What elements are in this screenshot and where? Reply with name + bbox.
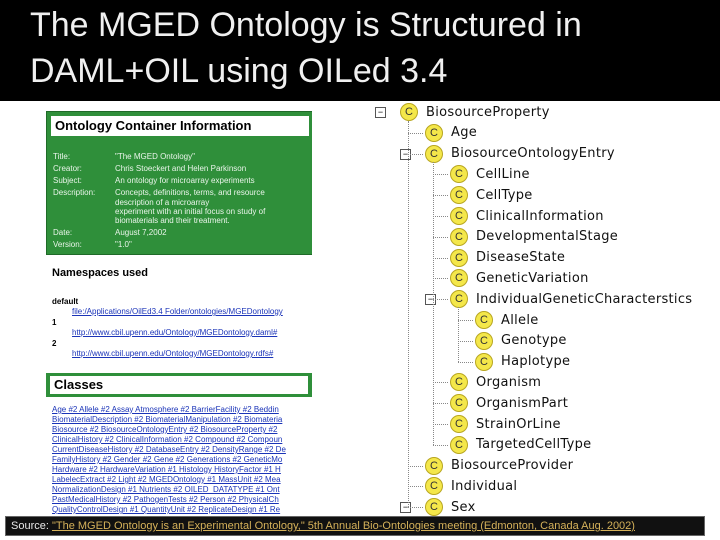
tree-node[interactable] <box>450 372 541 392</box>
class-link-line[interactable]: BiomaterialDescription #2 BiomaterialManipulation #2 Biomateria <box>52 415 283 424</box>
source-link[interactable]: "The MGED Ontology is an Experimental Ontology," 5th Annual Bio-Ontologies meeting (Edmonton, Canada Aug. 2002) <box>51 520 635 532</box>
screenshot-panel <box>0 101 720 540</box>
tree-guide-line <box>408 121 409 507</box>
tree-node[interactable] <box>425 123 477 143</box>
class-icon: C <box>400 103 418 121</box>
tree-node-label: ClinicalInformation <box>476 208 604 224</box>
tree-node-label: Age <box>451 125 478 141</box>
tree-node-label: CellType <box>476 187 533 203</box>
class-icon: C <box>450 290 468 308</box>
tree-node-label: CellLine <box>476 166 530 182</box>
tree-node-label: GeneticVariation <box>476 270 589 286</box>
classes-header: Classes <box>50 376 308 394</box>
tree-connector <box>433 216 448 217</box>
class-link-line[interactable]: LabelecExtract #2 Light #2 MGEDOntology #1 MassUnit #2 Mea <box>52 475 281 484</box>
ontology-container-box <box>46 111 312 255</box>
collapse-toggle-icon[interactable]: − <box>425 294 436 305</box>
tree-connector <box>433 278 448 279</box>
container-row-value: "1.0" <box>115 240 132 249</box>
container-row-key: Date: <box>53 228 73 237</box>
class-icon: C <box>475 353 493 371</box>
tree-node[interactable] <box>425 456 573 476</box>
slide-title <box>30 2 710 94</box>
tree-node[interactable] <box>450 414 561 434</box>
class-icon: C <box>450 165 468 183</box>
tree-connector <box>433 403 448 404</box>
container-row-key: Creator: <box>53 164 82 173</box>
tree-connector <box>408 466 423 467</box>
container-row-value: experiment with an initial focus on study of <box>115 207 266 216</box>
namespace-url-link[interactable]: file:/Applications/OilEd3.4 Folder/ontologies/MGEDontology <box>72 307 283 316</box>
tree-node[interactable] <box>450 227 618 247</box>
tree-node[interactable] <box>425 144 615 164</box>
tree-node[interactable] <box>450 206 604 226</box>
tree-connector <box>458 320 473 321</box>
namespace-url-link[interactable]: http://www.cbil.upenn.edu/Ontology/MGEDontology.daml# <box>72 328 278 337</box>
tree-connector <box>458 341 473 342</box>
tree-connector <box>408 507 423 508</box>
tree-node-label: StrainOrLine <box>476 416 561 432</box>
class-icon: C <box>450 228 468 246</box>
container-row-value: Chris Stoeckert and Helen Parkinson <box>115 164 247 173</box>
class-icon: C <box>425 145 443 163</box>
container-row-key: Subject: <box>53 176 82 185</box>
tree-node-label: DiseaseState <box>476 250 566 266</box>
tree-node-label: OrganismPart <box>476 395 569 411</box>
class-icon: C <box>425 457 443 475</box>
class-icon: C <box>425 498 443 516</box>
ontology-container-header: Ontology Container Information <box>51 116 309 136</box>
container-row-value: description of a microarray <box>115 198 210 207</box>
tree-node[interactable] <box>450 393 568 413</box>
tree-node[interactable] <box>450 164 530 184</box>
container-row-value: An ontology for microarray experiments <box>115 176 255 185</box>
tree-node[interactable] <box>475 331 567 351</box>
container-row-value: biomaterials and their treatment. <box>115 216 230 225</box>
class-link-line[interactable]: PastMedicalHistory #2 PathogenTests #2 Person #2 PhysicalCh <box>52 495 279 504</box>
tree-node[interactable] <box>425 497 476 517</box>
namespace-label: default <box>52 297 79 306</box>
tree-node[interactable] <box>450 248 565 268</box>
slide-title-line-1: The MGED Ontology is Structured in <box>30 6 582 44</box>
class-icon: C <box>450 436 468 454</box>
tree-node-label: Organism <box>476 374 542 390</box>
tree-node-label: BiosourceProperty <box>426 104 550 120</box>
source-citation <box>5 516 705 536</box>
tree-node[interactable] <box>425 476 517 496</box>
tree-connector <box>433 299 448 300</box>
tree-node[interactable] <box>400 102 550 122</box>
tree-node-label: Individual <box>451 478 518 494</box>
tree-connector <box>408 154 423 155</box>
tree-node[interactable] <box>450 268 589 288</box>
class-link-line[interactable]: Age #2 Allele #2 Assay Atmosphere #2 BarrierFacility #2 Beddin <box>52 405 279 414</box>
tree-connector <box>433 174 448 175</box>
class-icon: C <box>450 249 468 267</box>
tree-guide-line <box>458 307 459 361</box>
tree-connector <box>433 382 448 383</box>
oiled-export-view <box>46 111 312 540</box>
class-link-line[interactable]: NormalizationDesign #1 Nutrients #2 OILED_DATATYPE #1 Ont <box>52 485 280 494</box>
container-row-key: Description: <box>53 188 96 197</box>
tree-node-label: IndividualGeneticCharacterstics <box>476 291 693 307</box>
tree-node[interactable] <box>450 289 692 309</box>
tree-connector <box>408 133 423 134</box>
class-link-line[interactable]: FamilyHistory #2 Gender #2 Gene #2 Generations #2 GeneticMo <box>52 455 283 464</box>
tree-guide-line <box>433 162 434 445</box>
class-link-line[interactable]: ClinicalHistory #2 ClinicalInformation #2 Compound #2 Compoun <box>52 435 283 444</box>
tree-node[interactable] <box>450 185 533 205</box>
slide-title-line-2: DAML+OIL using OILed 3.4 <box>30 52 448 90</box>
class-icon: C <box>450 415 468 433</box>
tree-node-label: BiosourceOntologyEntry <box>451 146 615 162</box>
namespaces-title: Namespaces used <box>52 267 148 279</box>
namespace-url-link[interactable]: http://www.cbil.upenn.edu/Ontology/MGEDontology.rdfs# <box>72 349 274 358</box>
tree-node-label: Genotype <box>501 333 567 349</box>
tree-connector <box>433 195 448 196</box>
tree-connector <box>433 424 448 425</box>
class-icon: C <box>475 311 493 329</box>
container-row-value: "The MGED Ontology" <box>115 152 195 161</box>
class-icon: C <box>475 332 493 350</box>
namespace-label: 2 <box>52 339 57 348</box>
class-link-line[interactable]: Hardware #2 HardwareVariation #1 Histology HistoryFactor #1 H <box>52 465 281 474</box>
class-icon: C <box>450 186 468 204</box>
tree-node[interactable] <box>475 352 570 372</box>
container-row-key: Version: <box>53 240 82 249</box>
class-icon: C <box>450 207 468 225</box>
class-link-line[interactable]: Biosource #2 BiosourceOntologyEntry #2 BiosourceProperty #2 <box>52 425 278 434</box>
class-icon: C <box>450 373 468 391</box>
class-icon: C <box>450 394 468 412</box>
tree-node-label: Haplotype <box>501 354 571 370</box>
container-row-value: August 7,2002 <box>115 228 167 237</box>
collapse-toggle-icon[interactable]: − <box>375 107 386 118</box>
class-link-line[interactable]: CurrentDiseaseHistory #2 DatabaseEntry #2 DensityRange #2 De <box>52 445 286 454</box>
class-icon: C <box>425 124 443 142</box>
tree-node[interactable] <box>450 435 591 455</box>
namespace-label: 1 <box>52 318 57 327</box>
classes-box <box>46 373 312 397</box>
container-row-key: Title: <box>53 152 71 161</box>
tree-connector <box>458 362 473 363</box>
class-icon: C <box>425 477 443 495</box>
tree-node-label: Allele <box>501 312 539 328</box>
tree-node-label: DevelopmentalStage <box>476 229 619 245</box>
tree-connector <box>433 445 448 446</box>
tree-node-label: BiosourceProvider <box>451 458 574 474</box>
container-row-value: Concepts, definitions, terms, and resource <box>115 188 265 197</box>
class-link-line[interactable]: QualityControlDesign #1 QuantityUnit #2 ReplicateDesign #1 Re <box>52 505 281 514</box>
tree-node[interactable] <box>475 310 539 330</box>
tree-node-label: TargetedCellType <box>476 437 592 453</box>
source-prefix: Source: <box>11 520 52 532</box>
class-icon: C <box>450 269 468 287</box>
collapse-toggle-icon[interactable]: − <box>400 149 411 160</box>
tree-connector <box>433 258 448 259</box>
tree-connector <box>408 486 423 487</box>
tree-connector <box>433 237 448 238</box>
collapse-toggle-icon[interactable]: − <box>400 502 411 513</box>
tree-node-label: Sex <box>451 499 476 515</box>
